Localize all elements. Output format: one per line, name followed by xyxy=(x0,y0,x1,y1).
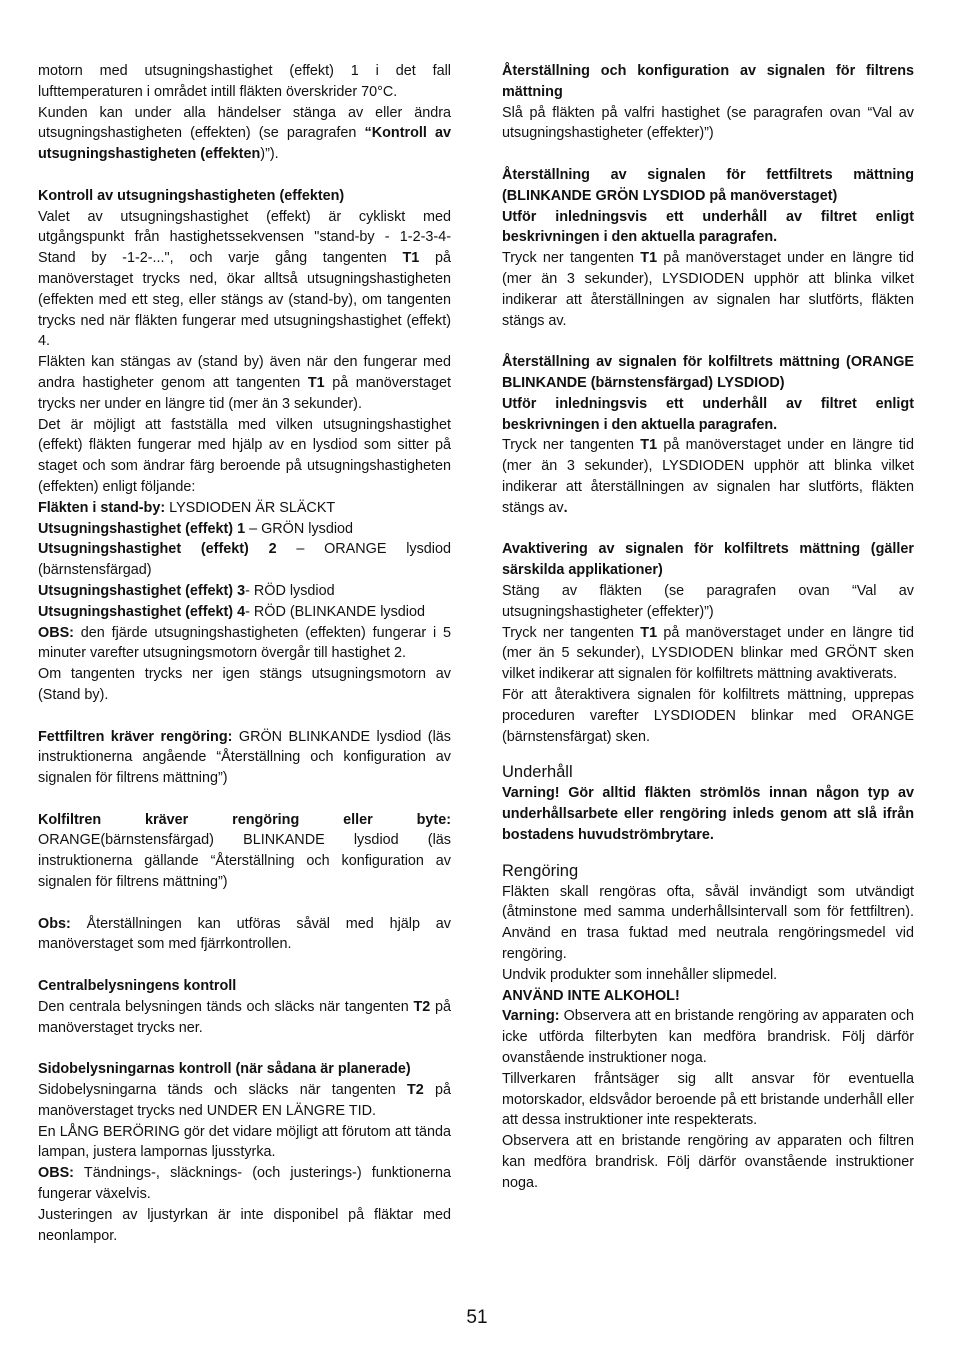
avaktivering-heading: Avaktivering av signalen för kolfiltrets mättning (gäller särskilda applikationer) xyxy=(502,541,914,579)
kontroll-heading: Kontroll av utsugningshastigheten (effekten) xyxy=(38,187,345,204)
kontroll-paragraph-1: Valet av utsugningshastighet (effekt) är cykliskt med utgångspunkt från hastighetssekvensen "stand-by - 1-2-3-4-Stand by -1-2-...", och varje gång tangenten T1 på manöverstaget trycks ned, ökar alltså utsugningshastigheten (effekten med ett steg, eller stängs av (stand-by), om tangenten trycks ned när fläkten fungerar med utsugningshastighet (effekt) 4. xyxy=(38,208,451,350)
underhall-heading: Underhåll xyxy=(502,763,573,782)
intro-text: Kunden kan under alla händelser stänga av eller ändra utsugningshastigheten (effekten) (se paragrafen xyxy=(38,104,451,142)
sido-paragraph-3: Justeringen av ljustyrkan är inte disponibel på fläktar med neonlampor. xyxy=(38,1206,451,1244)
kontroll-paragraph-2: Fläkten kan stängas av (stand by) även när den fungerar med andra hastigheter genom att tangenten T1 på manöverstaget trycks ner under en längre tid (mer än 3 sekunder). xyxy=(38,354,451,412)
fettfilter-reset-heading: Återställning av signalen för fettfiltrets mättning (BLINKANDE GRÖN LYSDIOD på manöverstaget) xyxy=(502,166,914,204)
avaktivering-paragraph-1: Stäng av fläkten (se paragrafen ovan “Val av utsugningshastigheter (effekter)”) xyxy=(502,582,914,620)
sido-heading: Sidobelysningarnas kontroll (när sådana är planerade) xyxy=(38,1061,411,1078)
underhall-warning: Varning! Gör alltid fläkten strömlös innan någon typ av underhållsarbete eller rengöring inleds genom att slå ifrån bostadens huvudströmbrytare. xyxy=(502,785,914,843)
no-alcohol-warning: ANVÄND INTE ALKOHOL! xyxy=(502,987,680,1004)
intro-text-end: )”). xyxy=(260,146,279,163)
led-speed-4: Utsugningshastighet (effekt) 4- RÖD (BLINKANDE lysdiod xyxy=(38,603,426,620)
key-t1: T1 xyxy=(402,250,420,267)
key-t2: T2 xyxy=(406,1082,424,1099)
obs-note-2: Obs: Återställningen kan utföras såväl med hjälp av manöverstaget som med fjärrkontrollen. xyxy=(38,915,451,953)
rengoring-paragraph-4: Observera att en bristande rengöring av apparaten och filtren kan medföra brandrisk. Följ därför ovanstående instruktioner noga. xyxy=(502,1133,914,1191)
rengoring-warning: Varning: Observera att en bristande rengöring av apparaten och icke utförda filterbyten kan medföra brandrisk. Följ därför ovanstående instruktioner noga. xyxy=(502,1008,914,1067)
intro-reference: “Kontroll av utsugningshastigheten (effekten xyxy=(38,125,451,163)
avaktivering-paragraph-2: Tryck ner tangenten T1 på manöverstaget under en längre tid (mer än 5 sekunder), LYSDIODEN blinkar med GRÖNT sken vilket indikerar att signalen för kolfiltrets mättning avaktiverats. xyxy=(502,624,914,683)
key-t1: T1 xyxy=(640,624,658,641)
kontroll-paragraph-3: Det är möjligt att fastställa med vilken utsugningshastighet (effekt) fläkten fungerar med hjälp av en lysdiod som sitter på staget och som ändrar färg beroende på utsugningshastigheten (effekten) enligt följande: xyxy=(38,416,451,495)
obs-note-1: OBS: den fjärde utsugningshastigheten (effekten) fungerar i 5 minuter varefter utsugningsmotorn övergår till hastighet 2. xyxy=(38,624,451,662)
led-standby: Fläkten i stand-by: LYSDIODEN ÄR SLÄCKT xyxy=(38,499,336,516)
key-t1: T1 xyxy=(307,374,325,391)
led-speed-2: Utsugningshastighet (effekt) 2 – ORANGE lysdiod (bärnstensfärgad) xyxy=(38,541,451,579)
rengoring-paragraph-3: Tillverkaren fråntsäger sig allt ansvar för eventuella motorskador, eldsvådor beroende på ett bristande underhåll eller att dessa instruktioner inte respekterats. xyxy=(502,1070,914,1129)
rengoring-heading: Rengöring xyxy=(502,861,579,880)
intro-paragraph-2 xyxy=(38,103,451,165)
fettfilter-note: Fettfiltren kräver rengöring: GRÖN BLINKANDE lysdiod (läs instruktionerna angående “Återställning och konfiguration av signalen för filtrens mättning”) xyxy=(38,728,451,787)
page-number: 51 xyxy=(466,1307,488,1328)
kolfilter-reset-heading: Återställning av signalen för kolfiltrets mättning (ORANGE BLINKANDE (bärnstensfärgad) LYSDIOD) xyxy=(502,354,914,391)
obs-note-3: OBS: Tändnings-, släcknings- (och justerings-) funktionerna fungerar växelvis. xyxy=(38,1165,451,1203)
kolfilter-note: Kolfiltren kräver rengöring eller byte: ORANGE(bärnstensfärgad) BLINKANDE lysdiod (läs instruktionerna gällande “Återställning och konfiguration av signalen för filtrens mättning”) xyxy=(38,811,451,891)
central-heading: Centralbelysningens kontroll xyxy=(38,978,237,995)
kolfilter-reset-paragraph: Tryck ner tangenten T1 på manöverstaget under en längre tid (mer än 3 sekunder), LYSDIODEN upphör att blinka vilket indikerar att återställningen av signalen har slutförts, fläkten stängs av. xyxy=(502,437,914,516)
fettfilter-reset-paragraph: Tryck ner tangenten T1 på manöverstaget under en längre tid (mer än 3 sekunder), LYSDIODEN upphör att blinka vilket indikerar att återställningen av signalen har slutförts, fläkten stängs av. xyxy=(502,250,914,329)
intro-paragraph-1: motorn med utsugningshastighet (effekt) 1 i det fall lufttemperaturen i området intill fläkten överskrider 70°C. xyxy=(38,63,451,100)
rengoring-paragraph-2: Undvik produkter som innehåller slipmedel. xyxy=(502,966,778,983)
key-t2: T2 xyxy=(413,998,431,1015)
sido-paragraph-1: Sidobelysningarna tänds och släcks när tangenten T2 på manöverstaget trycks ned UNDER EN LÄNGRE TID. xyxy=(38,1082,451,1119)
sido-paragraph-2: En LÅNG BERÖRING gör det vidare möjligt att förutom att tända lampan, justera lampornas ljusstyrka. xyxy=(38,1123,451,1161)
led-speed-3: Utsugningshastighet (effekt) 3- RÖD lysdiod xyxy=(38,582,335,599)
key-t1: T1 xyxy=(640,437,658,454)
kontroll-paragraph-4: Om tangenten trycks ner igen stängs utsugningsmotorn av (Stand by). xyxy=(38,666,451,703)
right-column xyxy=(502,61,914,1194)
led-speed-1: Utsugningshastighet (effekt) 1 – GRÖN lysdiod xyxy=(38,520,354,537)
reset-heading: Återställning och konfiguration av signalen för filtrens mättning xyxy=(502,63,914,100)
reset-paragraph: Slå på fläkten på valfri hastighet (se paragrafen ovan “Val av utsugningshastigheter (effekter)”) xyxy=(502,104,914,142)
left-column xyxy=(38,61,451,1246)
fettfilter-reset-instruction: Utför inledningsvis ett underhåll av filtret enligt beskrivningen i den aktuella paragrafen. xyxy=(502,208,914,246)
central-paragraph: Den centrala belysningen tänds och släcks när tangenten T2 på manöverstaget trycks ner. xyxy=(38,998,451,1036)
rengoring-paragraph-1: Fläkten skall rengöras ofta, såväl invändigt som utvändigt (åtminstone med samma underhållsintervall som för fettfiltren). Använd en trasa fuktad med neutrala rengöringsmedel vid rengöring. xyxy=(502,883,914,963)
key-t1: T1 xyxy=(640,250,658,267)
avaktivering-paragraph-3: För att återaktivera signalen för kolfiltrets mättning, upprepas proceduren varefter LYSDIODEN blinkar med ORANGE (bärnstensfärgat) sken. xyxy=(502,686,914,745)
kolfilter-reset-instruction: Utför inledningsvis ett underhåll av filtret enligt beskrivningen i den aktuella paragrafen. xyxy=(502,395,914,433)
